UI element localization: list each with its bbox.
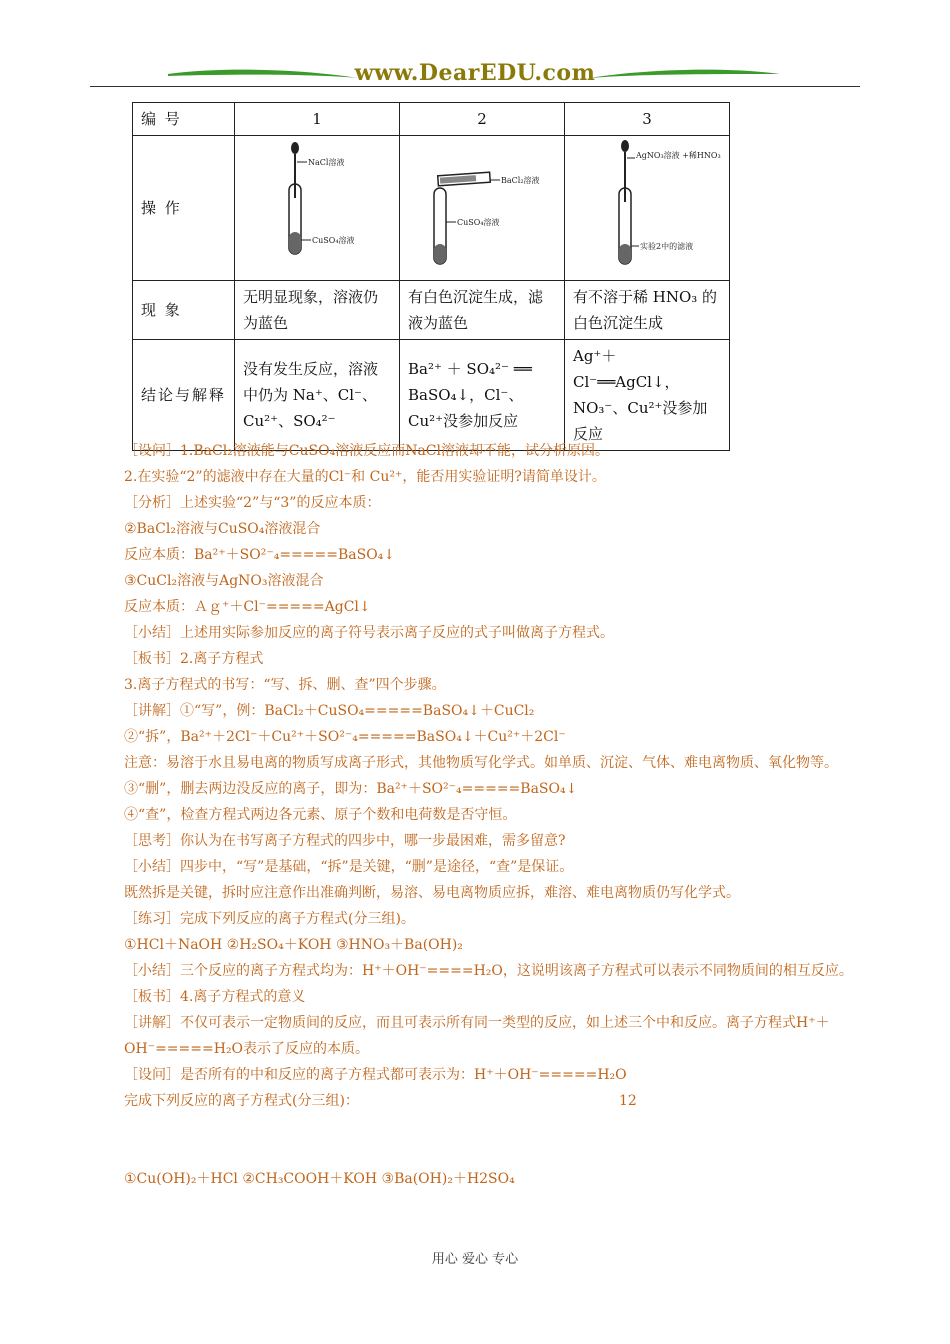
apparatus-3-top-label: AgNO₃溶液 +稀HNO₃ <box>636 151 721 160</box>
phenomenon-3: 有不溶于稀 HNO₃ 的白色沉淀生成 <box>565 281 730 340</box>
text-line: ［小结］上述用实际参加反应的离子符号表示离子反应的式子叫做离子方程式。 <box>124 625 614 641</box>
apparatus-2-top-label: BaCl₂溶液 <box>501 176 540 185</box>
text-line: 3.离子方程式的书写：“写、拆、删、查”四个步骤。 <box>124 677 446 693</box>
text-line: 既然拆是关键，拆时应注意作出准确判断，易溶、易电离物质应拆，难溶、难电离物质仍写化学式。 <box>124 885 740 901</box>
text-line: ③“删”，删去两边没反应的离子，即为：Ba²⁺＋SO²⁻₄=====BaSO₄↓ <box>124 781 578 797</box>
table-row-conclusion <box>133 340 730 451</box>
header-cell-1: 1 <box>235 103 400 136</box>
row-label-operation: 操 作 <box>133 136 235 281</box>
header-cell-3: 3 <box>565 103 730 136</box>
test-tube-pouring-icon <box>400 136 564 272</box>
row-label-phenomenon: 现 象 <box>133 281 235 340</box>
page-header <box>90 58 860 90</box>
text-line: ④“查”，检查方程式两边各元素、原子个数和电荷数是否守恒。 <box>124 807 517 823</box>
text-line: ［板书］2.离子方程式 <box>124 651 264 667</box>
conclusion-3: Ag⁺＋Cl⁻══AgCl↓，NO₃⁻、Cu²⁺没参加反应 <box>565 340 730 451</box>
text-line: ［设问］1.BaCl₂溶液能与CuSO₄溶液反应而NaCl溶液却不能，试分析原因。 <box>124 443 609 459</box>
spacer <box>90 1114 860 1166</box>
text-line: ［讲解］不仅可表示一定物质间的反应，而且可表示所有同一类型的反应，如上述三个中和反应。离子方程式H⁺＋OH⁻=====H₂O表示了反应的本质。 <box>124 1015 830 1057</box>
text-line: 反应本质：Ａｇ⁺＋Cl⁻=====AgCl↓ <box>124 599 371 615</box>
conclusion-2: Ba²⁺ ＋ SO₄²⁻ ══ BaSO₄↓，Cl⁻、Cu²⁺没参加反应 <box>400 340 565 451</box>
header-rule <box>90 86 860 87</box>
text-line: ［思考］你认为在书写离子方程式的四步中，哪一步最困难，需多留意? <box>124 833 566 849</box>
test-tube-dropper-icon <box>235 136 399 272</box>
text-line: ②BaCl₂溶液与CuSO₄溶液混合 <box>124 521 321 537</box>
text-line: ③CuCl₂溶液与AgNO₃溶液混合 <box>124 573 324 589</box>
text-line: ②“拆”，Ba²⁺＋2Cl⁻＋Cu²⁺＋SO²⁻₄=====BaSO₄↓＋Cu²⁺＋2Cl⁻ <box>124 729 566 745</box>
apparatus-3 <box>565 136 730 281</box>
row-label-conclusion: 结论与解释 <box>133 340 235 451</box>
conclusion-1: 没有发生反应，溶液中仍为 Na⁺、Cl⁻、Cu²⁺、SO₄²⁻ <box>235 340 400 451</box>
text-line: ［小结］四步中，“写”是基础，“拆”是关键，“删”是途径，“查”是保证。 <box>124 859 574 875</box>
text-line <box>90 1088 860 1114</box>
green-swoosh-right <box>590 68 780 82</box>
text-line: ［设问］是否所有的中和反应的离子方程式都可表示为：H⁺＋OH⁻=====H₂O <box>124 1067 627 1083</box>
test-tube-dropper-icon <box>565 136 729 272</box>
text-line: 注意：易溶于水且易电离的物质写成离子形式，其他物质写化学式。如单质、沉淀、气体、难电离物质、氧化物等。 <box>124 755 838 771</box>
text-line: ［讲解］①“写”，例：BaCl₂＋CuSO₄=====BaSO₄↓＋CuCl₂ <box>124 703 535 719</box>
experiment-table <box>132 102 730 451</box>
text-line: ①HCl＋NaOH ②H₂SO₄＋KOH ③HNO₃＋Ba(OH)₂ <box>124 937 463 953</box>
phenomenon-2: 有白色沉淀生成，滤液为蓝色 <box>400 281 565 340</box>
apparatus-1-bottom-label: CuSO₄溶液 <box>312 236 355 245</box>
header-cell-2: 2 <box>400 103 565 136</box>
apparatus-1-top-label: NaCl溶液 <box>308 158 345 167</box>
text-line-main: 完成下列反应的离子方程式(分三组)： <box>124 1093 359 1109</box>
page-footer: 用心 爱心 专心 <box>431 1252 519 1267</box>
text-line: ①Cu(OH)₂＋HCl ②CH₃COOH＋KOH ③Ba(OH)₂＋H2SO₄ <box>124 1171 515 1187</box>
table-row-phenomenon <box>133 281 730 340</box>
apparatus-2-bottom-label: CuSO₄溶液 <box>457 218 500 227</box>
lesson-body <box>90 438 860 1192</box>
apparatus-2 <box>400 136 565 281</box>
page-number: 12 <box>618 1093 637 1109</box>
text-line: ［板书］4.离子方程式的意义 <box>124 989 306 1005</box>
text-line: 反应本质：Ba²⁺＋SO²⁻₄=====BaSO₄↓ <box>124 547 396 563</box>
text-line: 2.在实验“2”的滤液中存在大量的Cl⁻和 Cu²⁺，能否用实验证明?请简单设计。 <box>124 469 606 485</box>
table-row-operation <box>133 136 730 281</box>
text-line: ［分析］上述实验“2”与“3”的反应本质： <box>124 495 381 511</box>
apparatus-1 <box>235 136 400 281</box>
header-cell-number: 编 号 <box>133 103 235 136</box>
apparatus-3-bottom-label: 实验2中的滤液 <box>640 242 694 251</box>
table-header-row <box>133 103 730 136</box>
text-line: ［练习］完成下列反应的离子方程式(分三组)。 <box>124 911 415 927</box>
phenomenon-1: 无明显现象，溶液仍为蓝色 <box>235 281 400 340</box>
text-line: ［小结］三个反应的离子方程式均为：H⁺＋OH⁻====H₂O，这说明该离子方程式可以表示不同物质间的相互反应。 <box>124 963 853 979</box>
site-logo[interactable]: www.DearEDU.com <box>354 60 596 86</box>
